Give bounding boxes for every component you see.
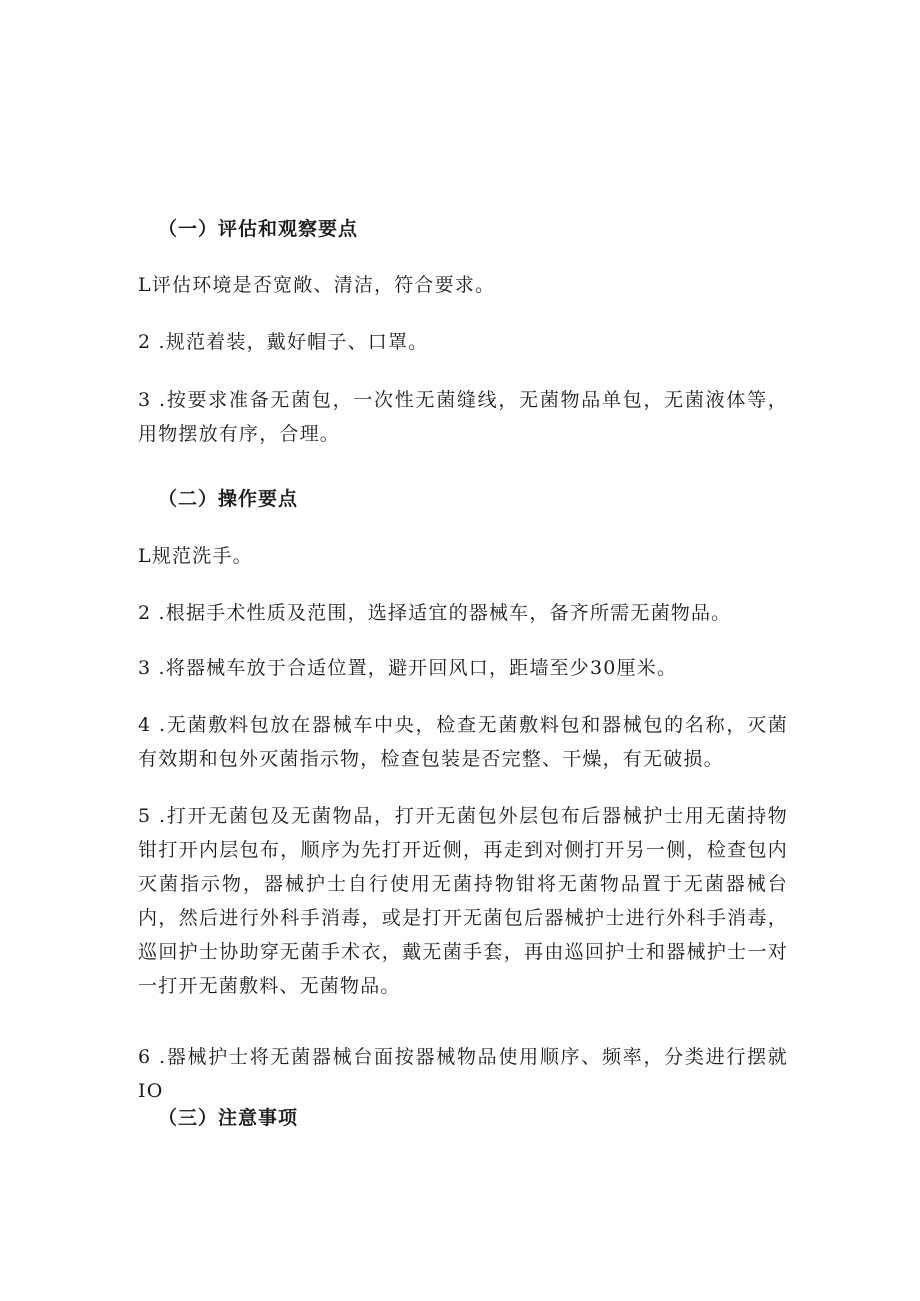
section-1-item-2: 2 .规范着装，戴好帽子、口罩。 xyxy=(138,331,429,353)
section-1-item-1: L评估环境是否宽敞、清洁，符合要求。 xyxy=(138,274,496,296)
section-heading-2: （二）操作要点 xyxy=(158,488,299,510)
section-heading-3: （三）注意事项 xyxy=(158,1107,299,1129)
section-2-item-3: 3 .将器械车放于合适位置，避开回风口，距墙至少30厘米。 xyxy=(138,657,678,679)
section-1-item-3: 3 .按要求准备无菌包，一次性无菌缝线，无菌物品单包，无菌液体等，用物摆放有序，合理。 xyxy=(138,389,788,445)
section-2-item-5: 5 .打开无菌包及无菌物品，打开无菌包外层包布后器械护士用无菌持物钳打开内层包布，顺序为先打开近侧，再走到对侧打开另一侧，检查包内灭菌指示物，器械护士自行使用无菌持物钳将无菌物品置于无菌器械台内，然后进行外科手消毒，或是打开无菌包后器械护士进行外科手消毒，巡回护士协助穿无菌手术衣，戴无菌手套，再由巡回护士和器械护士一对一打开无菌敷料、无菌物品。 xyxy=(138,805,788,997)
section-2-item-2: 2 .根据手术性质及范围，选择适宜的器械车，备齐所需无菌物品。 xyxy=(138,602,732,624)
section-heading-1: （一）评估和观察要点 xyxy=(158,218,359,240)
section-2-item-4: 4 .无菌敷料包放在器械车中央，检查无菌敷料包和器械包的名称，灭菌有效期和包外灭菌指示物，检查包装是否完整、干燥，有无破损。 xyxy=(138,714,788,770)
section-2-item-6: 6 .器械护士将无菌器械台面按器械物品使用顺序、频率，分类进行摆就IO xyxy=(138,1046,788,1102)
section-2-item-1: L规范洗手。 xyxy=(138,545,253,567)
